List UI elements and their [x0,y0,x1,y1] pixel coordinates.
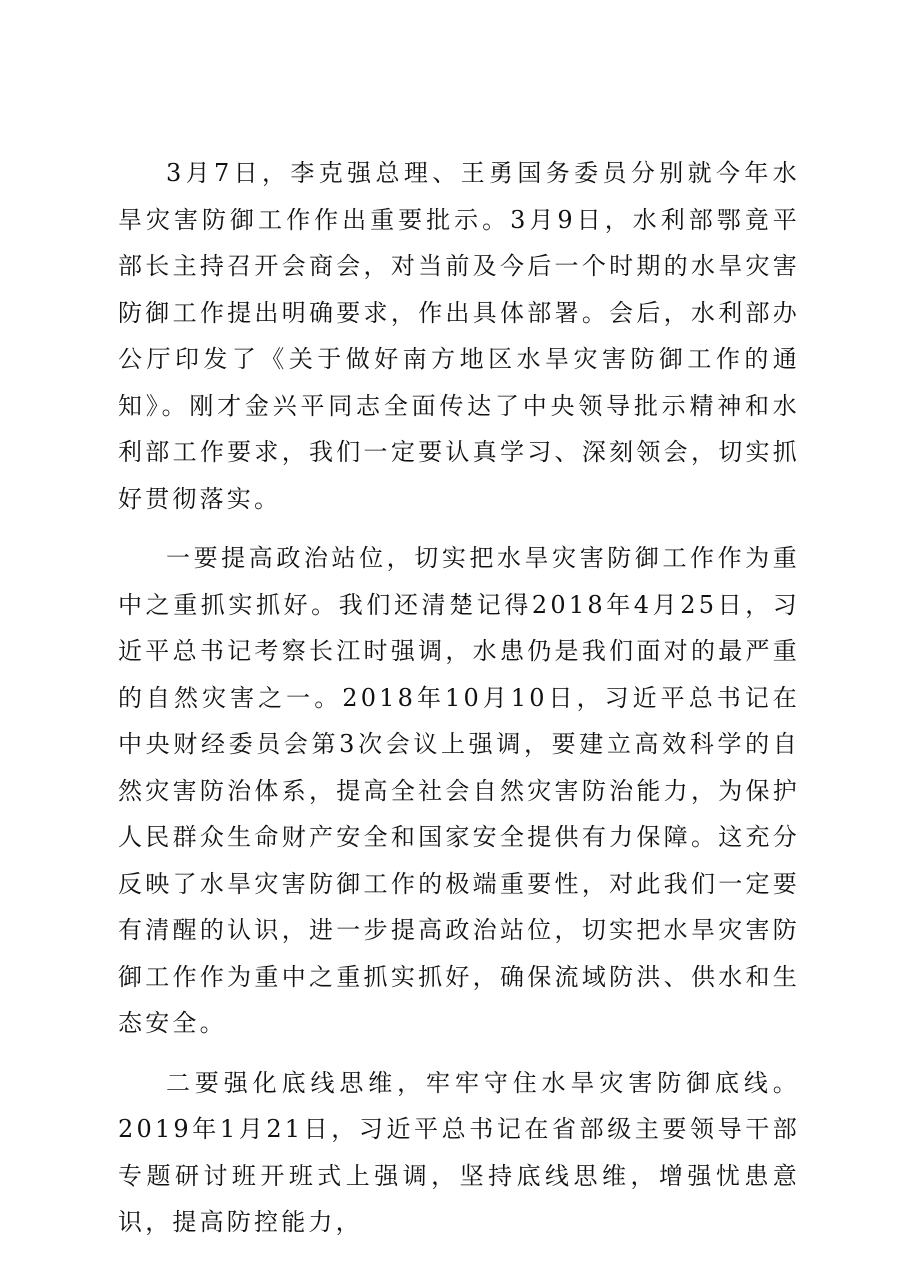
paragraph-political-stance: 一要提高政治站位，切实把水旱灾害防御工作作为重中之重抓实抓好。我们还清楚记得2018年4月25日，习近平总书记考察长江时强调，水患仍是我们面对的最严重的自然灾害之一。2018年10月10日，习近平总书记在中央财经委员会第3次会议上强调，要建立高效科学的自然灾害防治体系，提高全社会自然灾害防治能力，为保护人民群众生命财产安全和国家安全提供有力保障。这充分反映了水旱灾害防御工作的极端重要性，对此我们一定要有清醒的认识，进一步提高政治站位，切实把水旱灾害防御工作作为重中之重抓实抓好，确保流域防洪、供水和生态安全。 [118,544,800,1037]
document-body [118,150,800,1259]
paragraph-instructions: 3月7日，李克强总理、王勇国务委员分别就今年水旱灾害防御工作作出重要批示。3月9日，水利部鄂竟平部长主持召开会商会，对当前及今后一个时期的水旱灾害防御工作提出明确要求，作出具体部署。会后，水利部办公厅印发了《关于做好南方地区水旱灾害防御工作的通知》。刚才金兴平同志全面传达了中央领导批示精神和水利部工作要求，我们一定要认真学习、深刻领会，切实抓好贯彻落实。 [118,159,800,513]
paragraph-bottom-line-thinking: 二要强化底线思维，牢牢守住水旱灾害防御底线。2019年1月21日，习近平总书记在省部级主要领导干部专题研讨班开班式上强调，坚持底线思维，增强忧患意识，提高防控能力， [118,1068,800,1236]
